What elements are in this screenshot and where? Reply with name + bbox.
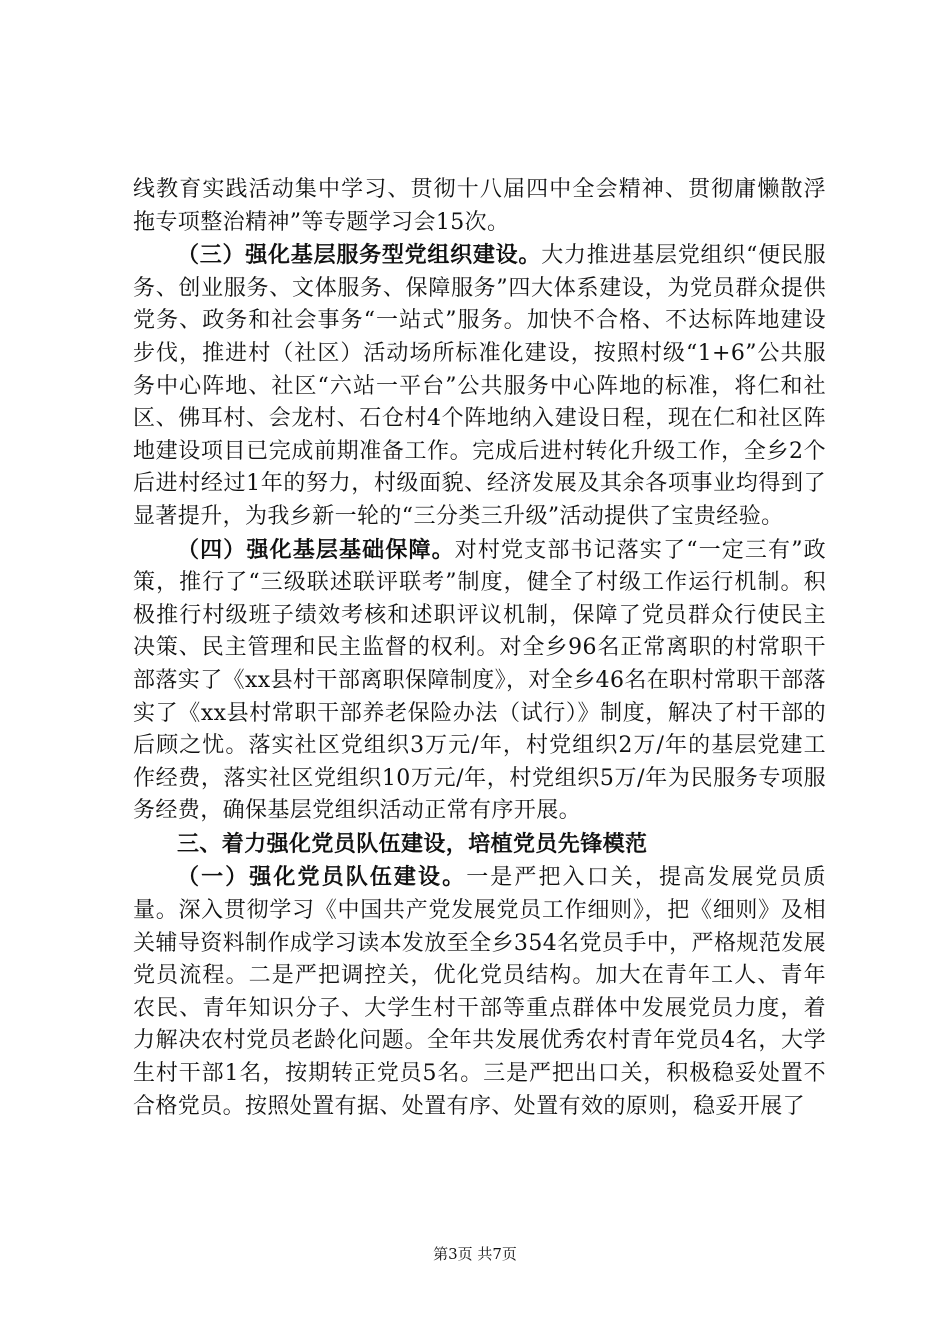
page-number: 第3页 共7页 — [433, 1245, 517, 1263]
document-body — [133, 174, 826, 1123]
paragraph-continuation — [133, 174, 826, 239]
paragraph-section-3 — [133, 239, 826, 533]
paragraph-section-4 — [133, 534, 826, 828]
paragraph-heading: （一）强化党员队伍建设。 — [177, 864, 467, 891]
paragraph-text: 对村党支部书记落实了“一定三有”政策，推行了“三级联述联评联考”制度，健全了村级工作运行机制。积极推行村级班子绩效考核和述职评议机制，保障了党员群众行使民主决策、民主管理和民主监督的权利。对全乡96名正常离职的村常职干部落实了《xx县村干部离职保障制度》，对全乡46名在职村常职干部落实了《xx县村常职干部养老保险办法（试行）》制度，解决了村干部的后顾之忧。落实社区党组织3万元/年，村党组织2万/年的基层党建工作经费，落实社区党组织10万元/年，村党组织5万/年为民服务专项服务经费，确保基层党组织活动正常有序开展。 — [133, 537, 827, 824]
page-footer — [0, 1244, 950, 1264]
paragraph-heading: （三）强化基层服务型党组织建设。 — [177, 242, 542, 269]
section-heading — [133, 828, 826, 862]
heading-text: 三、着力强化党员队伍建设，培植党员先锋模范 — [177, 830, 648, 857]
paragraph-text: 线教育实践活动集中学习、贯彻十八届四中全会精神、贯彻庸懒散浮拖专项整治精神”等专题学习会15次。 — [133, 177, 826, 235]
paragraph-text: 大力推进基层党组织“便民服务、创业服务、文体服务、保障服务”四大体系建设，为党员群众提供党务、政务和社会事务“一站式”服务。加快不合格、不达标阵地建设步伐，推进村（社区）活动场所标准化建设，按照村级“1+6”公共服务中心阵地、社区“六站一平台”公共服务中心阵地的标准，将仁和社区、佛耳村、会龙村、石仓村4个阵地纳入建设日程，现在仁和社区阵地建设项目已完成前期准备工作。完成后进村转化升级工作，全乡2个后进村经过1年的努力，村级面貌、经济发展及其余各项事业均得到了显著提升，为我乡新一轮的“三分类三升级”活动提供了宝贵经验。 — [133, 243, 826, 529]
paragraph-heading: （四）强化基层基础保障。 — [177, 536, 455, 563]
paragraph-subsection-1 — [133, 861, 826, 1123]
paragraph-text: 一是严把入口关，提高发展党员质量。深入贯彻学习《中国共产党发展党员工作细则》，把《细则》及相关辅导资料制作成学习读本发放至全乡354名党员手中，严格规范发展党员流程。二是严把调控关，优化党员结构。加大在青年工人、青年农民、青年知识分子、大学生村干部等重点群体中发展党员力度，着力解决农村党员老龄化问题。全年共发展优秀农村青年党员4名，大学生村干部1名，按期转正党员5名。三是严把出口关，积极稳妥处置不合格党员。按照处置有据、处置有序、处置有效的原则，稳妥开展了 — [133, 865, 826, 1119]
